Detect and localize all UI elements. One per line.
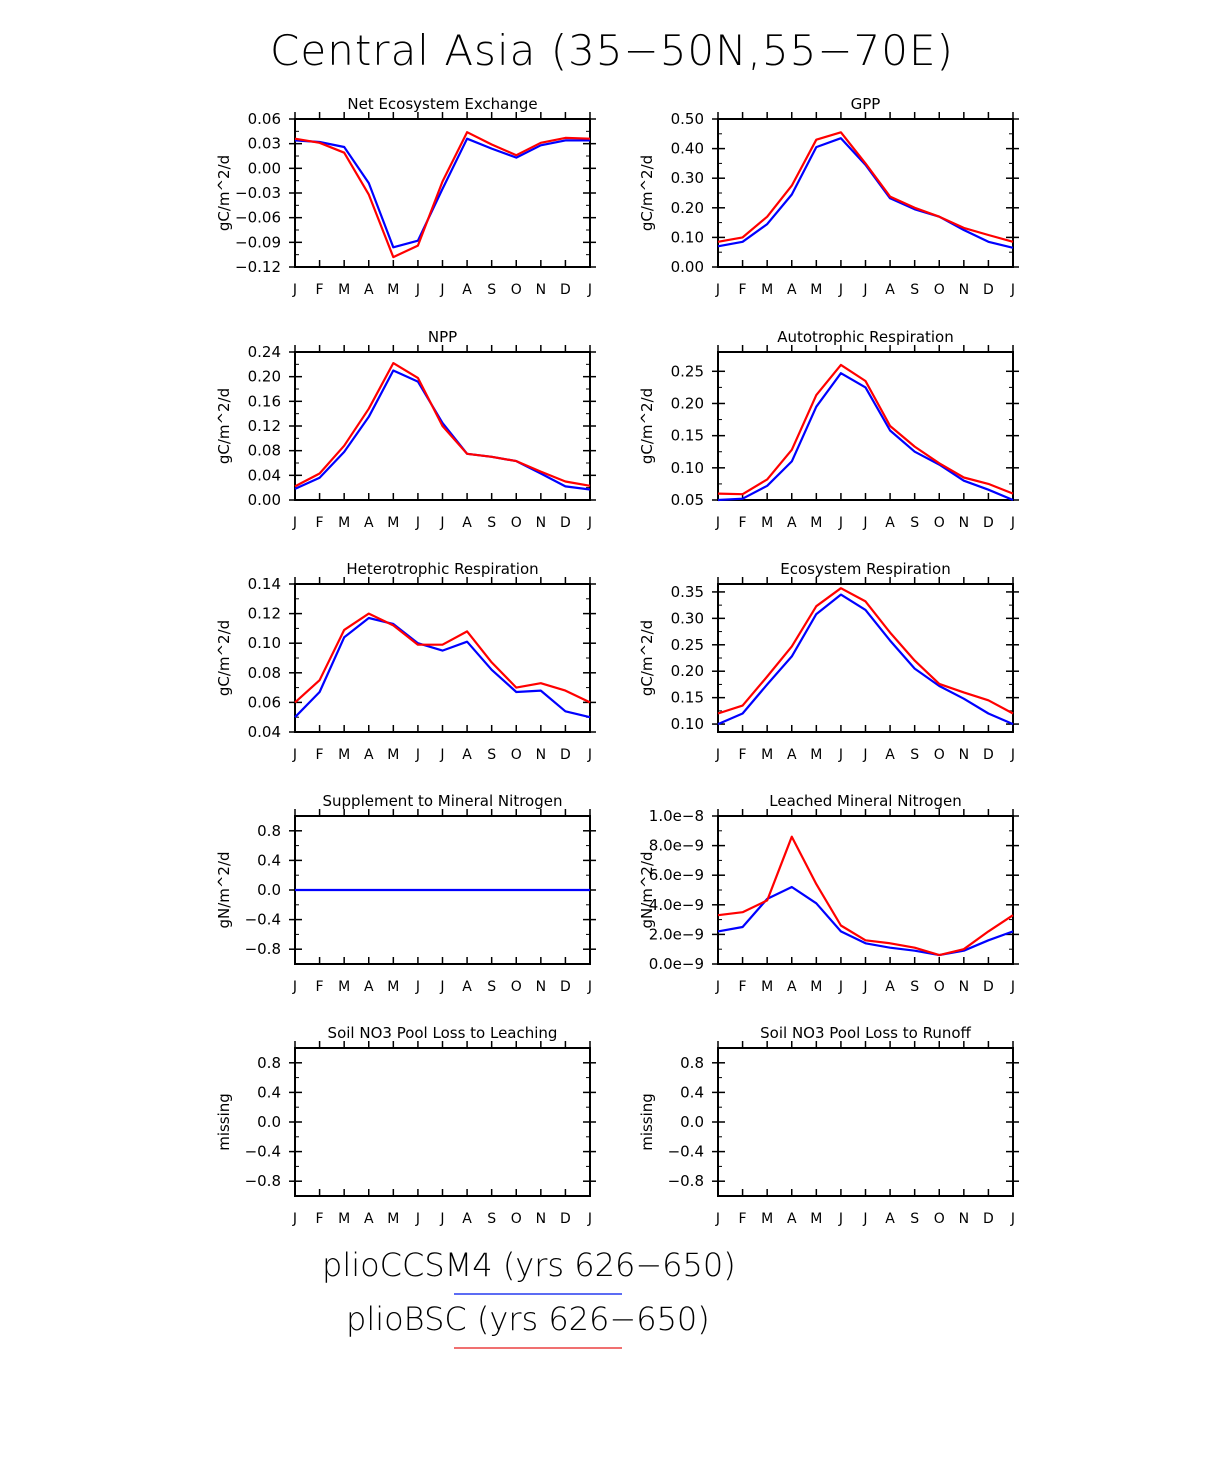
x-tick-label: D xyxy=(560,979,571,995)
x-tick-label: J xyxy=(715,1211,721,1227)
x-tick-label: O xyxy=(510,1211,522,1227)
x-tick-label: J xyxy=(838,515,843,531)
y-tick-label: 0.06 xyxy=(247,693,281,712)
y-tick-label: 0.8 xyxy=(257,821,281,840)
y-tick-label: 0.00 xyxy=(247,491,281,509)
x-tick-label: F xyxy=(315,515,324,531)
x-tick-label: F xyxy=(315,1211,324,1227)
x-tick-label: M xyxy=(338,515,351,531)
y-tick-label: 0.04 xyxy=(247,466,281,485)
x-tick-label: S xyxy=(910,979,920,995)
plot-frame xyxy=(295,1048,590,1196)
x-tick-label: A xyxy=(885,979,895,995)
x-tick-label: A xyxy=(786,1211,797,1227)
x-tick-label: M xyxy=(338,282,351,298)
y-tick-label: 0.20 xyxy=(247,367,281,386)
chart-panel-autotrophic-respiration xyxy=(638,328,1019,531)
x-tick-label: J xyxy=(838,282,843,298)
x-tick-label: M xyxy=(761,979,774,995)
y-axis-label: gN/m^2/d xyxy=(215,851,233,929)
y-tick-label: 0.0 xyxy=(680,1113,704,1131)
y-tick-label: 0.14 xyxy=(247,575,281,593)
x-tick-label: J xyxy=(863,747,868,763)
x-tick-label: O xyxy=(933,282,945,298)
x-tick-label: J xyxy=(1010,979,1016,995)
y-tick-label: 0.20 xyxy=(670,394,704,413)
x-tick-label: D xyxy=(560,747,571,763)
x-tick-label: N xyxy=(958,282,970,298)
x-tick-label: A xyxy=(462,515,472,531)
y-tick-label: −0.8 xyxy=(667,1172,704,1191)
chart-panel-gpp xyxy=(638,95,1019,298)
x-tick-label: J xyxy=(1010,515,1016,531)
y-tick-label: 0.0e−9 xyxy=(648,955,704,973)
y-tick-label: 0.8 xyxy=(680,1053,704,1072)
y-tick-label: 0.08 xyxy=(247,663,281,682)
x-tick-label: F xyxy=(315,282,324,298)
y-tick-label: 0.30 xyxy=(670,609,704,628)
x-tick-label: A xyxy=(363,747,374,763)
plot-frame xyxy=(718,1048,1013,1196)
chart-panel-leached-mineral-nitrogen xyxy=(638,792,1019,995)
x-tick-label: D xyxy=(983,747,994,763)
x-tick-label: O xyxy=(510,747,522,763)
x-tick-label: F xyxy=(738,515,747,531)
x-tick-label: J xyxy=(587,282,593,298)
x-tick-label: F xyxy=(315,979,324,995)
chart-panel-soil-no3-pool-loss-to-runoff xyxy=(638,1024,1019,1227)
y-tick-label: −0.8 xyxy=(244,1172,281,1191)
x-tick-label: A xyxy=(786,515,797,531)
y-tick-label: 0.03 xyxy=(247,134,281,153)
y-axis-label: gC/m^2/d xyxy=(215,154,233,232)
x-tick-label: D xyxy=(983,1211,994,1227)
x-tick-label: M xyxy=(761,1211,774,1227)
x-tick-label: S xyxy=(487,979,497,995)
y-tick-label: 0.10 xyxy=(670,715,704,734)
y-tick-label: 0.00 xyxy=(670,258,704,276)
x-tick-label: D xyxy=(983,979,994,995)
x-tick-label: N xyxy=(958,747,970,763)
x-tick-label: M xyxy=(761,282,774,298)
chart-panel-net-ecosystem-exchange xyxy=(215,95,596,298)
x-tick-label: A xyxy=(462,747,472,763)
y-tick-label: 0.0 xyxy=(257,1113,281,1131)
x-tick-label: J xyxy=(1010,1211,1016,1227)
x-tick-label: A xyxy=(786,747,797,763)
x-tick-label: M xyxy=(387,979,400,995)
series-line-plioccsm4 xyxy=(295,618,590,717)
y-tick-label: 0.20 xyxy=(670,662,704,681)
plot-frame xyxy=(718,584,1013,732)
y-tick-label: 1.0e−8 xyxy=(648,807,704,825)
x-tick-label: A xyxy=(363,282,374,298)
y-axis-label: gC/m^2/d xyxy=(638,154,656,232)
x-tick-label: D xyxy=(983,282,994,298)
x-tick-label: J xyxy=(587,747,593,763)
x-tick-label: J xyxy=(292,1211,298,1227)
y-tick-label: −0.4 xyxy=(667,1142,704,1161)
x-tick-label: N xyxy=(535,747,547,763)
y-tick-label: 8.0e−9 xyxy=(648,836,704,855)
chart-panel-npp xyxy=(215,328,596,531)
y-tick-label: 0.25 xyxy=(670,362,704,381)
x-tick-label: M xyxy=(387,515,400,531)
y-tick-label: 4.0e−9 xyxy=(648,895,704,914)
series-line-pliobsc xyxy=(718,132,1013,242)
x-tick-label: A xyxy=(786,282,797,298)
y-axis-label: gC/m^2/d xyxy=(215,619,233,697)
y-tick-label: 0.12 xyxy=(247,604,281,623)
x-tick-label: O xyxy=(510,282,522,298)
x-tick-label: J xyxy=(440,979,445,995)
x-tick-label: J xyxy=(415,1211,420,1227)
x-tick-label: J xyxy=(715,979,721,995)
x-tick-label: S xyxy=(910,515,920,531)
x-tick-label: A xyxy=(462,282,472,298)
y-tick-label: 0.4 xyxy=(257,851,281,870)
series-line-pliobsc xyxy=(718,837,1013,955)
series-line-pliobsc xyxy=(718,365,1013,494)
y-tick-label: 0.50 xyxy=(670,110,704,128)
legend-swatch-pliocccsm4 xyxy=(454,1293,622,1295)
series-line-pliobsc xyxy=(718,588,1013,713)
x-tick-label: J xyxy=(440,1211,445,1227)
y-tick-label: 0.12 xyxy=(247,417,281,435)
legend-swatch-pliobsc xyxy=(454,1347,622,1349)
panel-title: Heterotrophic Respiration xyxy=(346,560,539,578)
y-axis-label: missing xyxy=(215,1093,233,1151)
y-tick-label: −0.03 xyxy=(235,184,281,202)
y-tick-label: 0.16 xyxy=(247,392,281,411)
x-tick-label: J xyxy=(415,282,420,298)
chart-panel-heterotrophic-respiration xyxy=(215,560,596,763)
x-tick-label: J xyxy=(715,515,721,531)
x-tick-label: J xyxy=(292,979,298,995)
x-tick-label: F xyxy=(738,1211,747,1227)
series-line-pliobsc xyxy=(295,132,590,257)
plot-frame xyxy=(718,119,1013,267)
x-tick-label: N xyxy=(535,979,547,995)
x-tick-label: O xyxy=(933,747,945,763)
x-tick-label: M xyxy=(761,747,774,763)
panel-title: Leached Mineral Nitrogen xyxy=(769,792,962,810)
y-tick-label: 0.10 xyxy=(670,228,704,247)
y-tick-label: 0.15 xyxy=(670,688,704,707)
x-tick-label: N xyxy=(535,1211,547,1227)
y-tick-label: 0.10 xyxy=(670,458,704,477)
x-tick-label: S xyxy=(487,515,497,531)
series-line-pliobsc xyxy=(295,614,590,703)
y-tick-label: 0.8 xyxy=(257,1053,281,1072)
y-tick-label: 0.25 xyxy=(670,635,704,654)
x-tick-label: A xyxy=(786,979,797,995)
panel-title: Supplement to Mineral Nitrogen xyxy=(322,792,563,810)
x-tick-label: N xyxy=(958,515,970,531)
y-tick-label: 0.05 xyxy=(670,491,704,509)
chart-panel-ecosystem-respiration xyxy=(638,560,1019,763)
x-tick-label: S xyxy=(487,1211,497,1227)
series-line-plioccsm4 xyxy=(718,373,1013,500)
x-tick-label: J xyxy=(838,747,843,763)
y-tick-label: 0.04 xyxy=(247,723,281,741)
x-tick-label: F xyxy=(738,979,747,995)
x-tick-label: N xyxy=(958,1211,970,1227)
x-tick-label: J xyxy=(415,515,420,531)
series-line-pliobsc xyxy=(295,363,590,486)
x-tick-label: J xyxy=(415,979,420,995)
x-tick-label: A xyxy=(462,1211,472,1227)
y-tick-label: −0.12 xyxy=(235,258,281,276)
x-tick-label: D xyxy=(560,1211,571,1227)
x-tick-label: F xyxy=(315,747,324,763)
x-tick-label: J xyxy=(838,979,843,995)
y-axis-label: gC/m^2/d xyxy=(638,619,656,697)
panel-title: NPP xyxy=(427,328,458,346)
y-tick-label: 0.20 xyxy=(670,198,704,217)
x-tick-label: J xyxy=(292,515,298,531)
y-tick-label: 0.30 xyxy=(670,169,704,188)
legend-label-pliobsc: plioBSC (yrs 626−650) xyxy=(346,1300,710,1338)
x-tick-label: D xyxy=(983,515,994,531)
y-tick-label: 0.0 xyxy=(257,881,281,899)
y-tick-label: 0.40 xyxy=(670,139,704,158)
panel-title: Autotrophic Respiration xyxy=(777,328,954,346)
x-tick-label: J xyxy=(440,515,445,531)
x-tick-label: S xyxy=(910,747,920,763)
x-tick-label: M xyxy=(338,747,351,763)
x-tick-label: M xyxy=(387,1211,400,1227)
y-axis-label: missing xyxy=(638,1093,656,1151)
x-tick-label: M xyxy=(810,747,823,763)
x-tick-label: O xyxy=(510,515,522,531)
x-tick-label: A xyxy=(885,1211,895,1227)
x-tick-label: J xyxy=(863,979,868,995)
y-tick-label: −0.4 xyxy=(244,910,281,929)
y-tick-label: 0.4 xyxy=(680,1083,704,1102)
panel-title: Soil NO3 Pool Loss to Leaching xyxy=(327,1024,558,1042)
x-tick-label: S xyxy=(487,747,497,763)
x-tick-label: J xyxy=(587,515,593,531)
panel-title: GPP xyxy=(850,95,881,113)
x-tick-label: J xyxy=(292,282,298,298)
x-tick-label: M xyxy=(387,747,400,763)
x-tick-label: J xyxy=(715,282,721,298)
legend-label-pliocccsm4: plioCCSM4 (yrs 626−650) xyxy=(322,1246,736,1284)
x-tick-label: A xyxy=(885,515,895,531)
x-tick-label: O xyxy=(933,1211,945,1227)
y-tick-label: 0.24 xyxy=(247,343,281,361)
x-tick-label: M xyxy=(810,979,823,995)
panel-title: Soil NO3 Pool Loss to Runoff xyxy=(760,1024,971,1042)
y-axis-label: gN/m^2/d xyxy=(638,851,656,929)
x-tick-label: J xyxy=(587,979,593,995)
x-tick-label: M xyxy=(810,1211,823,1227)
x-tick-label: N xyxy=(958,979,970,995)
chart-panel-soil-no3-pool-loss-to-leaching xyxy=(215,1024,596,1227)
x-tick-label: A xyxy=(363,979,374,995)
series-line-plioccsm4 xyxy=(718,595,1013,725)
x-tick-label: M xyxy=(338,979,351,995)
figure-title: Central Asia (35−50N,55−70E) xyxy=(270,26,954,75)
x-tick-label: O xyxy=(933,979,945,995)
chart-panel-supplement-to-mineral-nitrogen xyxy=(215,792,596,995)
plot-frame xyxy=(718,816,1013,964)
x-tick-label: S xyxy=(487,282,497,298)
series-line-plioccsm4 xyxy=(295,371,590,490)
x-tick-label: J xyxy=(1010,747,1016,763)
x-tick-label: F xyxy=(738,747,747,763)
x-tick-label: J xyxy=(415,747,420,763)
y-tick-label: −0.4 xyxy=(244,1142,281,1161)
x-tick-label: J xyxy=(863,282,868,298)
x-tick-label: D xyxy=(560,515,571,531)
y-tick-label: 6.0e−9 xyxy=(648,866,704,885)
x-tick-label: O xyxy=(510,979,522,995)
plot-frame xyxy=(295,584,590,732)
series-line-plioccsm4 xyxy=(295,139,590,248)
x-tick-label: N xyxy=(535,515,547,531)
panel-title: Net Ecosystem Exchange xyxy=(347,95,538,113)
y-tick-label: 0.08 xyxy=(247,441,281,460)
x-tick-label: J xyxy=(1010,282,1016,298)
x-tick-label: J xyxy=(292,747,298,763)
x-tick-label: F xyxy=(738,282,747,298)
y-tick-label: 0.35 xyxy=(670,582,704,601)
x-tick-label: N xyxy=(535,282,547,298)
x-tick-label: M xyxy=(338,1211,351,1227)
y-tick-label: −0.06 xyxy=(235,208,281,227)
x-tick-label: M xyxy=(761,515,774,531)
x-tick-label: A xyxy=(462,979,472,995)
x-tick-label: J xyxy=(863,515,868,531)
x-tick-label: A xyxy=(885,282,895,298)
y-tick-label: 0.15 xyxy=(670,426,704,445)
x-tick-label: A xyxy=(885,747,895,763)
x-tick-label: J xyxy=(440,282,445,298)
series-line-plioccsm4 xyxy=(718,138,1013,248)
x-tick-label: J xyxy=(587,1211,593,1227)
panel-title: Ecosystem Respiration xyxy=(780,560,951,578)
x-tick-label: J xyxy=(863,1211,868,1227)
x-tick-label: J xyxy=(715,747,721,763)
x-tick-label: S xyxy=(910,282,920,298)
x-tick-label: M xyxy=(387,282,400,298)
y-tick-label: 2.0e−9 xyxy=(648,925,704,944)
x-tick-label: J xyxy=(838,1211,843,1227)
x-tick-label: A xyxy=(363,515,374,531)
y-axis-label: gC/m^2/d xyxy=(215,387,233,465)
x-tick-label: M xyxy=(810,282,823,298)
x-tick-label: M xyxy=(810,515,823,531)
y-tick-label: 0.00 xyxy=(247,159,281,178)
y-tick-label: −0.09 xyxy=(235,233,281,252)
y-tick-label: 0.4 xyxy=(257,1083,281,1102)
x-tick-label: D xyxy=(560,282,571,298)
x-tick-label: A xyxy=(363,1211,374,1227)
y-axis-label: gC/m^2/d xyxy=(638,387,656,465)
y-tick-label: 0.06 xyxy=(247,110,281,128)
y-tick-label: −0.8 xyxy=(244,940,281,959)
y-tick-label: 0.10 xyxy=(247,634,281,653)
x-tick-label: O xyxy=(933,515,945,531)
x-tick-label: J xyxy=(440,747,445,763)
x-tick-label: S xyxy=(910,1211,920,1227)
